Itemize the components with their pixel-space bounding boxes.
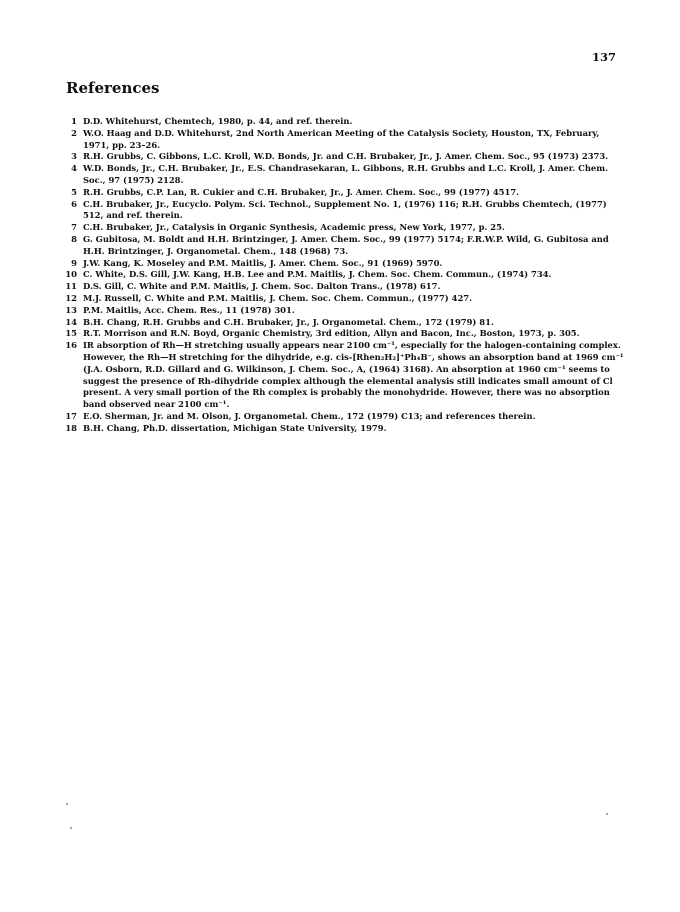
reference-number: 7 bbox=[71, 222, 77, 233]
scan-speck bbox=[70, 827, 72, 829]
reference-number: 4 bbox=[71, 163, 77, 174]
reference-number: 16 bbox=[65, 340, 77, 351]
reference-number: 11 bbox=[65, 281, 77, 292]
reference-number: 6 bbox=[71, 198, 77, 209]
reference-text: B.H. Chang, R.H. Grubbs and C.H. Brubaker, Jr., J. Organometal. Chem., 172 (1979) 81. bbox=[83, 316, 494, 327]
reference-number: 15 bbox=[65, 328, 77, 339]
reference-number: 12 bbox=[65, 292, 77, 303]
page-number: 137 bbox=[591, 50, 616, 64]
reference-item bbox=[56, 199, 626, 223]
reference-number: 18 bbox=[65, 422, 77, 433]
reference-text: C.H. Brubaker, Jr., Catalysis in Organic Synthesis, Academic press, New York, 1977, p. 25. bbox=[83, 222, 505, 233]
reference-item bbox=[56, 411, 626, 423]
reference-text: J.W. Kang, K. Moseley and P.M. Maitlis, J. Amer. Chem. Soc., 91 (1969) 5970. bbox=[83, 257, 443, 268]
reference-item bbox=[56, 328, 626, 340]
reference-text: C.H. Brubaker, Jr., Eucyclo. Polym. Sci. Technol., Supplement No. 1, (1976) 116; R.H. Grubbs Chemtech, (1977) 512, and ref. therein. bbox=[83, 198, 607, 221]
reference-item bbox=[56, 128, 626, 152]
reference-item bbox=[56, 305, 626, 317]
section-heading: References bbox=[66, 79, 160, 97]
reference-item bbox=[56, 163, 626, 187]
reference-item bbox=[56, 222, 626, 234]
reference-item bbox=[56, 340, 626, 411]
reference-item bbox=[56, 293, 626, 305]
reference-number: 5 bbox=[71, 186, 77, 197]
reference-text: W.D. Bonds, Jr., C.H. Brubaker, Jr., E.S. Chandrasekaran, L. Gibbons, R.H. Grubbs and L.C. Kroll, J. Amer. Chem. Soc., 97 (1975) 2128. bbox=[83, 163, 609, 185]
reference-number: 3 bbox=[71, 151, 77, 162]
reference-text: W.O. Haag and D.D. Whitehurst, 2nd North American Meeting of the Catalysis Society, Houston, TX, February, 1971, pp. 23–26. bbox=[83, 127, 600, 150]
reference-text: R.H. Grubbs, C.P. Lan, R. Cukier and C.H. Brubaker, Jr., J. Amer. Chem. Soc., 99 (1977) 4517. bbox=[83, 186, 520, 197]
reference-text: IR absorption of Rh—H stretching usually appears near 2100 cm⁻¹, especially for the halogen-containing complex. However, the Rh—H stretching for the dihydride, e.g. cis-[Rhen₂H₂]⁺Ph₄B⁻, shows an absorption band at 1969 cm⁻¹ (J.A. Osborn, R.D. Gillard and G. Wilkinson, J. Chem. Soc., A, (1964) 3168). An absorption at 1960 cm⁻¹ seems to suggest the presence of Rh-dihydride complex although the elemental analysis still indicates small amount of Cl present. A very small portion of the Rh complex is probably the monohydride. However, there was no absorption band observed near 2100 cm⁻¹. bbox=[83, 340, 624, 410]
reference-number: 14 bbox=[65, 316, 77, 327]
reference-number: 2 bbox=[71, 127, 77, 138]
reference-item bbox=[56, 269, 626, 281]
reference-text: B.H. Chang, Ph.D. dissertation, Michigan State University, 1979. bbox=[83, 422, 387, 433]
reference-text: M.J. Russell, C. White and P.M. Maitlis, J. Chem. Soc. Chem. Commun., (1977) 427. bbox=[83, 292, 473, 303]
reference-number: 8 bbox=[71, 233, 77, 244]
reference-text: G. Gubitosa, M. Boldt and H.H. Brintzinger, J. Amer. Chem. Soc., 99 (1977) 5174; F.R.W.P. Wild, G. Gubitosa and H.H. Brintzinger, J. Organometal. Chem., 148 (1968) 73. bbox=[83, 233, 609, 256]
reference-item bbox=[56, 187, 626, 199]
reference-number: 10 bbox=[65, 269, 77, 280]
reference-item bbox=[56, 423, 626, 435]
reference-text: C. White, D.S. Gill, J.W. Kang, H.B. Lee and P.M. Maitlis, J. Chem. Soc. Chem. Commun., (1974) 734. bbox=[83, 269, 552, 280]
reference-item bbox=[56, 258, 626, 270]
reference-item bbox=[56, 317, 626, 329]
reference-text: E.O. Sherman, Jr. and M. Olson, J. Organometal. Chem., 172 (1979) C13; and references therein. bbox=[83, 410, 536, 421]
reference-item bbox=[56, 116, 626, 128]
scan-speck bbox=[606, 813, 608, 815]
reference-text: R.T. Morrison and R.N. Boyd, Organic Chemistry, 3rd edition, Allyn and Bacon, Inc., Boston, 1973, p. 305. bbox=[83, 328, 580, 339]
reference-text: P.M. Maitlis, Acc. Chem. Res., 11 (1978) 301. bbox=[83, 304, 295, 315]
reference-text: D.S. Gill, C. White and P.M. Maitlis, J. Chem. Soc. Dalton Trans., (1978) 617. bbox=[83, 281, 441, 292]
reference-text: D.D. Whitehurst, Chemtech, 1980, p. 44, and ref. therein. bbox=[83, 116, 353, 126]
reference-number: 9 bbox=[71, 257, 77, 268]
reference-text: R.H. Grubbs, C. Gibbons, L.C. Kroll, W.D. Bonds, Jr. and C.H. Brubaker, Jr., J. Amer. Chem. Soc., 95 (1973) 2373. bbox=[83, 151, 609, 162]
reference-item bbox=[56, 281, 626, 293]
reference-number: 17 bbox=[65, 410, 77, 421]
reference-number: 1 bbox=[71, 116, 77, 126]
reference-list bbox=[56, 116, 626, 435]
reference-item bbox=[56, 151, 626, 163]
reference-item bbox=[56, 234, 626, 258]
reference-number: 13 bbox=[65, 304, 77, 315]
scan-speck bbox=[66, 803, 68, 805]
